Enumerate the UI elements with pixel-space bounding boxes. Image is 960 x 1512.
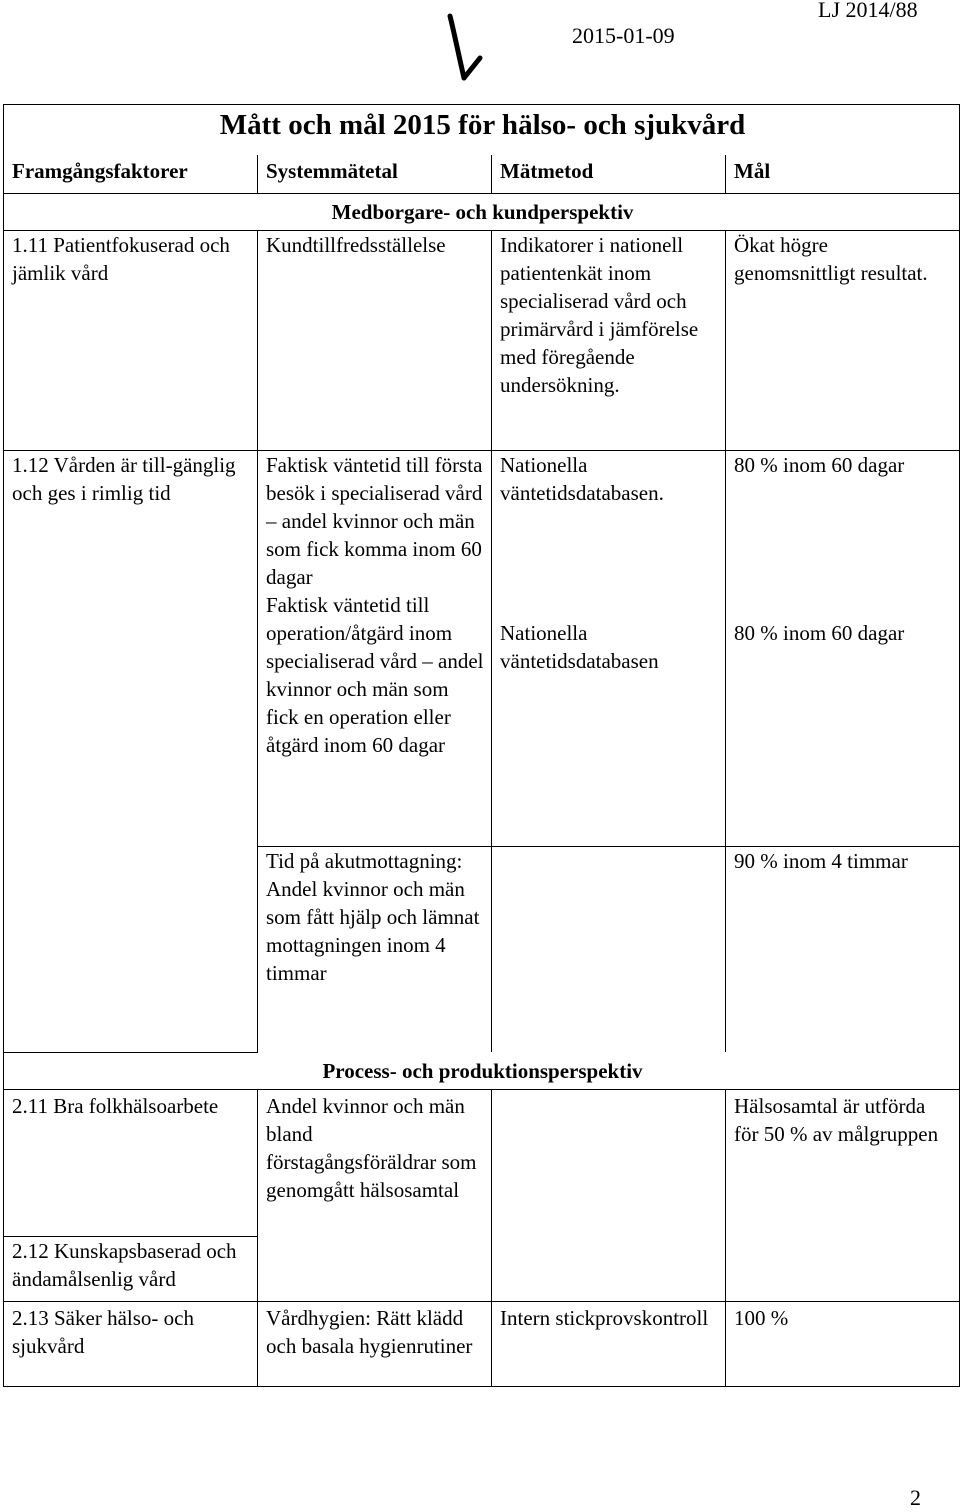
goal-cell (726, 451, 960, 847)
method-cell (492, 1089, 726, 1301)
factor-cell (4, 231, 258, 451)
spacer (734, 507, 953, 535)
spacer (734, 563, 953, 591)
column-header-method: Mätmetod (492, 155, 726, 194)
metric-text: Andel kvinnor och män bland förstagångsföräldrar som genomgått hälsosamtal (266, 1093, 477, 1202)
goal-cell (726, 1301, 960, 1386)
table-row (4, 1301, 960, 1386)
method-cell (492, 847, 726, 1053)
down-arrow-icon (444, 12, 484, 91)
metric-cell (258, 451, 492, 847)
spacer (734, 591, 953, 619)
spacer (734, 479, 953, 507)
factor-text: 2.12 Kunskapsbaserad och ändamålsenlig vård (12, 1238, 237, 1291)
factor-cell (4, 1301, 258, 1386)
column-header-factors: Framgångsfaktorer (4, 155, 258, 194)
method-text: Nationella väntetidsdatabasen (500, 621, 659, 673)
factor-text: 1.11 Patientfokuserad och jämlik vård (12, 233, 230, 285)
factor-text: 1.12 Vården är till-gänglig och ges i rimlig tid (12, 453, 236, 505)
factor-cell (4, 1236, 258, 1301)
table-row (4, 231, 960, 451)
table-row (4, 1089, 960, 1236)
method-cell (492, 231, 726, 451)
goal-text: 80 % inom 60 dagar (734, 453, 905, 477)
table-title: Mått och mål 2015 för hälso- och sjukvård (4, 105, 960, 156)
method-cell (492, 1301, 726, 1386)
method-cell (492, 451, 726, 847)
method-text: Nationella väntetidsdatabasen. (500, 453, 664, 505)
goal-text: 100 % (734, 1305, 789, 1330)
factor-text: 2.13 Säker hälso- och sjukvård (12, 1305, 194, 1358)
column-header-metrics: Systemmätetal (258, 155, 492, 194)
factor-cell (4, 1089, 258, 1236)
metric-cell (258, 231, 492, 451)
spacer (734, 535, 953, 563)
metric-text: Vårdhygien: Rätt klädd och basala hygienrutiner (266, 1305, 473, 1358)
goal-cell (726, 847, 960, 1053)
goal-text: 90 % inom 4 timmar (734, 849, 908, 873)
column-header-goal: Mål (726, 155, 960, 194)
factor-text: 2.11 Bra folkhälsoarbete (12, 1093, 219, 1118)
metric-text: Kundtillfredsställelse (266, 233, 446, 257)
spacer (500, 591, 719, 619)
metric-text: Faktisk väntetid till första besök i specialiserad vård – andel kvinnor och män som fick komma inom 60 dagar (266, 453, 483, 589)
goal-cell (726, 231, 960, 451)
goal-cell (726, 1089, 960, 1301)
method-text: Indikatorer i nationell patientenkät inom specialiserad vård och primärvård i jämförelse med föregående undersökning. (500, 233, 699, 397)
section-heading-citizen: Medborgare- och kundperspektiv (4, 194, 960, 231)
table-row (4, 451, 960, 847)
section-heading-process: Process- och produktionsperspektiv (4, 1052, 960, 1089)
goal-text: 80 % inom 60 dagar (734, 621, 905, 645)
page-number: 2 (910, 1485, 921, 1510)
metric-cell (258, 1301, 492, 1386)
header-date: 2015-01-09 (572, 23, 675, 48)
factor-cell (4, 451, 258, 1053)
metric-cell (258, 1089, 492, 1301)
metric-text: Faktisk väntetid till operation/åtgärd inom specialiserad vård – andel kvinnor och män som fick en operation eller åtgärd inom 60 dagar (266, 593, 484, 757)
metric-cell (258, 847, 492, 1053)
method-text: Intern stickprovskontroll (500, 1305, 709, 1330)
measures-table (3, 104, 960, 1387)
spacer (500, 507, 719, 535)
goal-text: Hälsosamtal är utförda för 50 % av målgruppen (734, 1093, 939, 1146)
goal-text: Ökat högre genomsnittligt resultat. (734, 233, 928, 285)
spacer (500, 535, 719, 563)
spacer (500, 563, 719, 591)
metric-text: Tid på akutmottagning: Andel kvinnor och män som fått hjälp och lämnat mottagningen inom 4 timmar (266, 849, 480, 985)
header-reference: LJ 2014/88 (818, 0, 918, 22)
